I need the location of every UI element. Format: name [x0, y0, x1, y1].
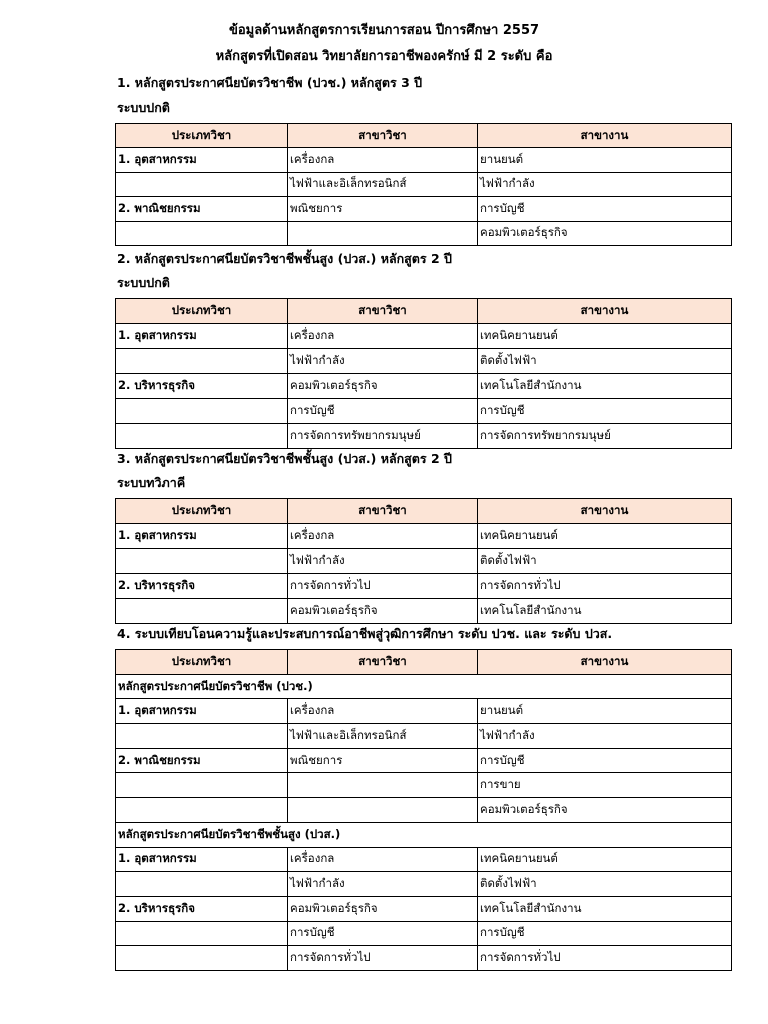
table-row	[116, 148, 732, 172]
table-row	[116, 524, 732, 549]
major-cell: เครื่องกล	[288, 524, 478, 549]
category-cell	[116, 946, 288, 971]
major-cell: พณิชยการ	[288, 197, 478, 221]
program-cell: คอมพิวเตอร์ธุรกิจ	[478, 798, 732, 823]
program-cell: เทคโนโลยีสำนักงาน	[478, 599, 732, 624]
section-subheading: ระบบปกติ	[117, 275, 170, 290]
table-row	[116, 773, 732, 798]
table-row	[116, 847, 732, 872]
category-cell	[116, 172, 288, 196]
major-cell: การจัดการทั่วไป	[288, 574, 478, 599]
category-cell: 1. อุตสาหกรรม	[116, 324, 288, 349]
category-cell	[116, 424, 288, 449]
table-row	[116, 424, 732, 449]
category-cell	[116, 798, 288, 823]
major-cell: คอมพิวเตอร์ธุรกิจ	[288, 374, 478, 399]
table-row	[116, 221, 732, 245]
program-cell: การจัดการทั่วไป	[478, 574, 732, 599]
section-subheading: ระบบปกติ	[117, 100, 170, 115]
category-cell: 1. อุตสาหกรรม	[116, 148, 288, 172]
program-cell: การขาย	[478, 773, 732, 798]
program-cell: เทคนิคยานยนต์	[478, 324, 732, 349]
category-cell	[116, 773, 288, 798]
table-row	[116, 399, 732, 424]
program-cell: เทคนิคยานยนต์	[478, 847, 732, 872]
major-cell	[288, 798, 478, 823]
program-cell: ติดตั้งไฟฟ้า	[478, 872, 732, 897]
table-row	[116, 872, 732, 897]
category-cell	[116, 872, 288, 897]
program-cell: ไฟฟ้ากำลัง	[478, 724, 732, 749]
table-row	[116, 324, 732, 349]
category-cell: 1. อุตสาหกรรม	[116, 524, 288, 549]
table-row	[116, 574, 732, 599]
header-category: ประเภทวิชา	[116, 299, 288, 324]
table-header-row	[116, 124, 732, 148]
table-row	[116, 748, 732, 773]
major-cell: ไฟฟ้ากำลัง	[288, 549, 478, 574]
major-cell: ไฟฟ้าและอิเล็กทรอนิกส์	[288, 172, 478, 196]
curriculum-table	[115, 123, 732, 246]
curriculum-table	[115, 498, 732, 624]
program-cell: ติดตั้งไฟฟ้า	[478, 549, 732, 574]
category-cell	[116, 349, 288, 374]
table-row	[116, 349, 732, 374]
major-cell: พณิชยการ	[288, 748, 478, 773]
major-cell: ไฟฟ้าและอิเล็กทรอนิกส์	[288, 724, 478, 749]
program-cell: ติดตั้งไฟฟ้า	[478, 349, 732, 374]
program-cell: การจัดการทรัพยากรมนุษย์	[478, 424, 732, 449]
table-header-row	[116, 299, 732, 324]
table-row	[116, 724, 732, 749]
category-cell: 1. อุตสาหกรรม	[116, 847, 288, 872]
program-cell: เทคโนโลยีสำนักงาน	[478, 896, 732, 921]
table-row	[116, 921, 732, 946]
group-label: หลักสูตรประกาศนียบัตรวิชาชีพชั้นสูง (ปวส.)	[116, 822, 732, 847]
group-label: หลักสูตรประกาศนียบัตรวิชาชีพ (ปวช.)	[116, 674, 732, 699]
category-cell: 2. บริหารธุรกิจ	[116, 374, 288, 399]
table-row	[116, 896, 732, 921]
program-cell: คอมพิวเตอร์ธุรกิจ	[478, 221, 732, 245]
category-cell	[116, 549, 288, 574]
table-header-row	[116, 499, 732, 524]
program-cell: การบัญชี	[478, 399, 732, 424]
category-cell: 2. พาณิชยกรรม	[116, 197, 288, 221]
major-cell: คอมพิวเตอร์ธุรกิจ	[288, 599, 478, 624]
header-major: สาขาวิชา	[288, 124, 478, 148]
category-cell	[116, 724, 288, 749]
table-row	[116, 197, 732, 221]
major-cell: การบัญชี	[288, 921, 478, 946]
category-cell: 2. พาณิชยกรรม	[116, 748, 288, 773]
major-cell: เครื่องกล	[288, 324, 478, 349]
program-cell: การบัญชี	[478, 921, 732, 946]
category-cell: 2. บริหารธุรกิจ	[116, 574, 288, 599]
group-row	[116, 674, 732, 699]
program-cell: เทคโนโลยีสำนักงาน	[478, 374, 732, 399]
table-row	[116, 699, 732, 724]
header-program: สาขางาน	[478, 299, 732, 324]
header-category: ประเภทวิชา	[116, 124, 288, 148]
group-row	[116, 822, 732, 847]
header-major: สาขาวิชา	[288, 299, 478, 324]
program-cell: การบัญชี	[478, 197, 732, 221]
category-cell: 1. อุตสาหกรรม	[116, 699, 288, 724]
curriculum-table	[115, 649, 732, 971]
table-row	[116, 599, 732, 624]
major-cell: การจัดการทั่วไป	[288, 946, 478, 971]
section-heading: 3. หลักสูตรประกาศนียบัตรวิชาชีพชั้นสูง (ปวส.) หลักสูตร 2 ปี	[117, 451, 452, 466]
section-subheading: ระบบทวิภาคี	[117, 475, 186, 490]
table-row	[116, 374, 732, 399]
table-row	[116, 549, 732, 574]
program-cell: ยานยนต์	[478, 699, 732, 724]
section-heading: 4. ระบบเทียบโอนความรู้และประสบการณ์อาชีพสู่วุฒิการศึกษา ระดับ ปวช. และ ระดับ ปวส.	[117, 626, 613, 641]
table-row	[116, 798, 732, 823]
major-cell: คอมพิวเตอร์ธุรกิจ	[288, 896, 478, 921]
category-cell	[116, 399, 288, 424]
table-header-row	[116, 650, 732, 675]
header-major: สาขาวิชา	[288, 499, 478, 524]
category-cell: 2. บริหารธุรกิจ	[116, 896, 288, 921]
major-cell: เครื่องกล	[288, 699, 478, 724]
major-cell	[288, 221, 478, 245]
major-cell: ไฟฟ้ากำลัง	[288, 872, 478, 897]
category-cell	[116, 921, 288, 946]
header-major: สาขาวิชา	[288, 650, 478, 675]
program-cell: เทคนิคยานยนต์	[478, 524, 732, 549]
document-title-line2: หลักสูตรที่เปิดสอน วิทยาลัยการอาชีพองครักษ์ มี 2 ระดับ คือ	[215, 49, 553, 64]
major-cell: ไฟฟ้ากำลัง	[288, 349, 478, 374]
program-cell: การจัดการทั่วไป	[478, 946, 732, 971]
program-cell: การบัญชี	[478, 748, 732, 773]
program-cell: ไฟฟ้ากำลัง	[478, 172, 732, 196]
section-heading: 1. หลักสูตรประกาศนียบัตรวิชาชีพ (ปวช.) หลักสูตร 3 ปี	[117, 75, 423, 90]
curriculum-table	[115, 298, 732, 449]
major-cell	[288, 773, 478, 798]
table-row	[116, 172, 732, 196]
document-title-line1: ข้อมูลด้านหลักสูตรการเรียนการสอน ปีการศึกษา 2557	[228, 23, 540, 38]
category-cell	[116, 221, 288, 245]
category-cell	[116, 599, 288, 624]
major-cell: เครื่องกล	[288, 148, 478, 172]
header-program: สาขางาน	[478, 499, 732, 524]
header-program: สาขางาน	[478, 650, 732, 675]
header-program: สาขางาน	[478, 124, 732, 148]
section-heading: 2. หลักสูตรประกาศนียบัตรวิชาชีพชั้นสูง (ปวส.) หลักสูตร 2 ปี	[117, 251, 452, 266]
header-category: ประเภทวิชา	[116, 499, 288, 524]
program-cell: ยานยนต์	[478, 148, 732, 172]
header-category: ประเภทวิชา	[116, 650, 288, 675]
major-cell: เครื่องกล	[288, 847, 478, 872]
table-row	[116, 946, 732, 971]
major-cell: การจัดการทรัพยากรมนุษย์	[288, 424, 478, 449]
major-cell: การบัญชี	[288, 399, 478, 424]
